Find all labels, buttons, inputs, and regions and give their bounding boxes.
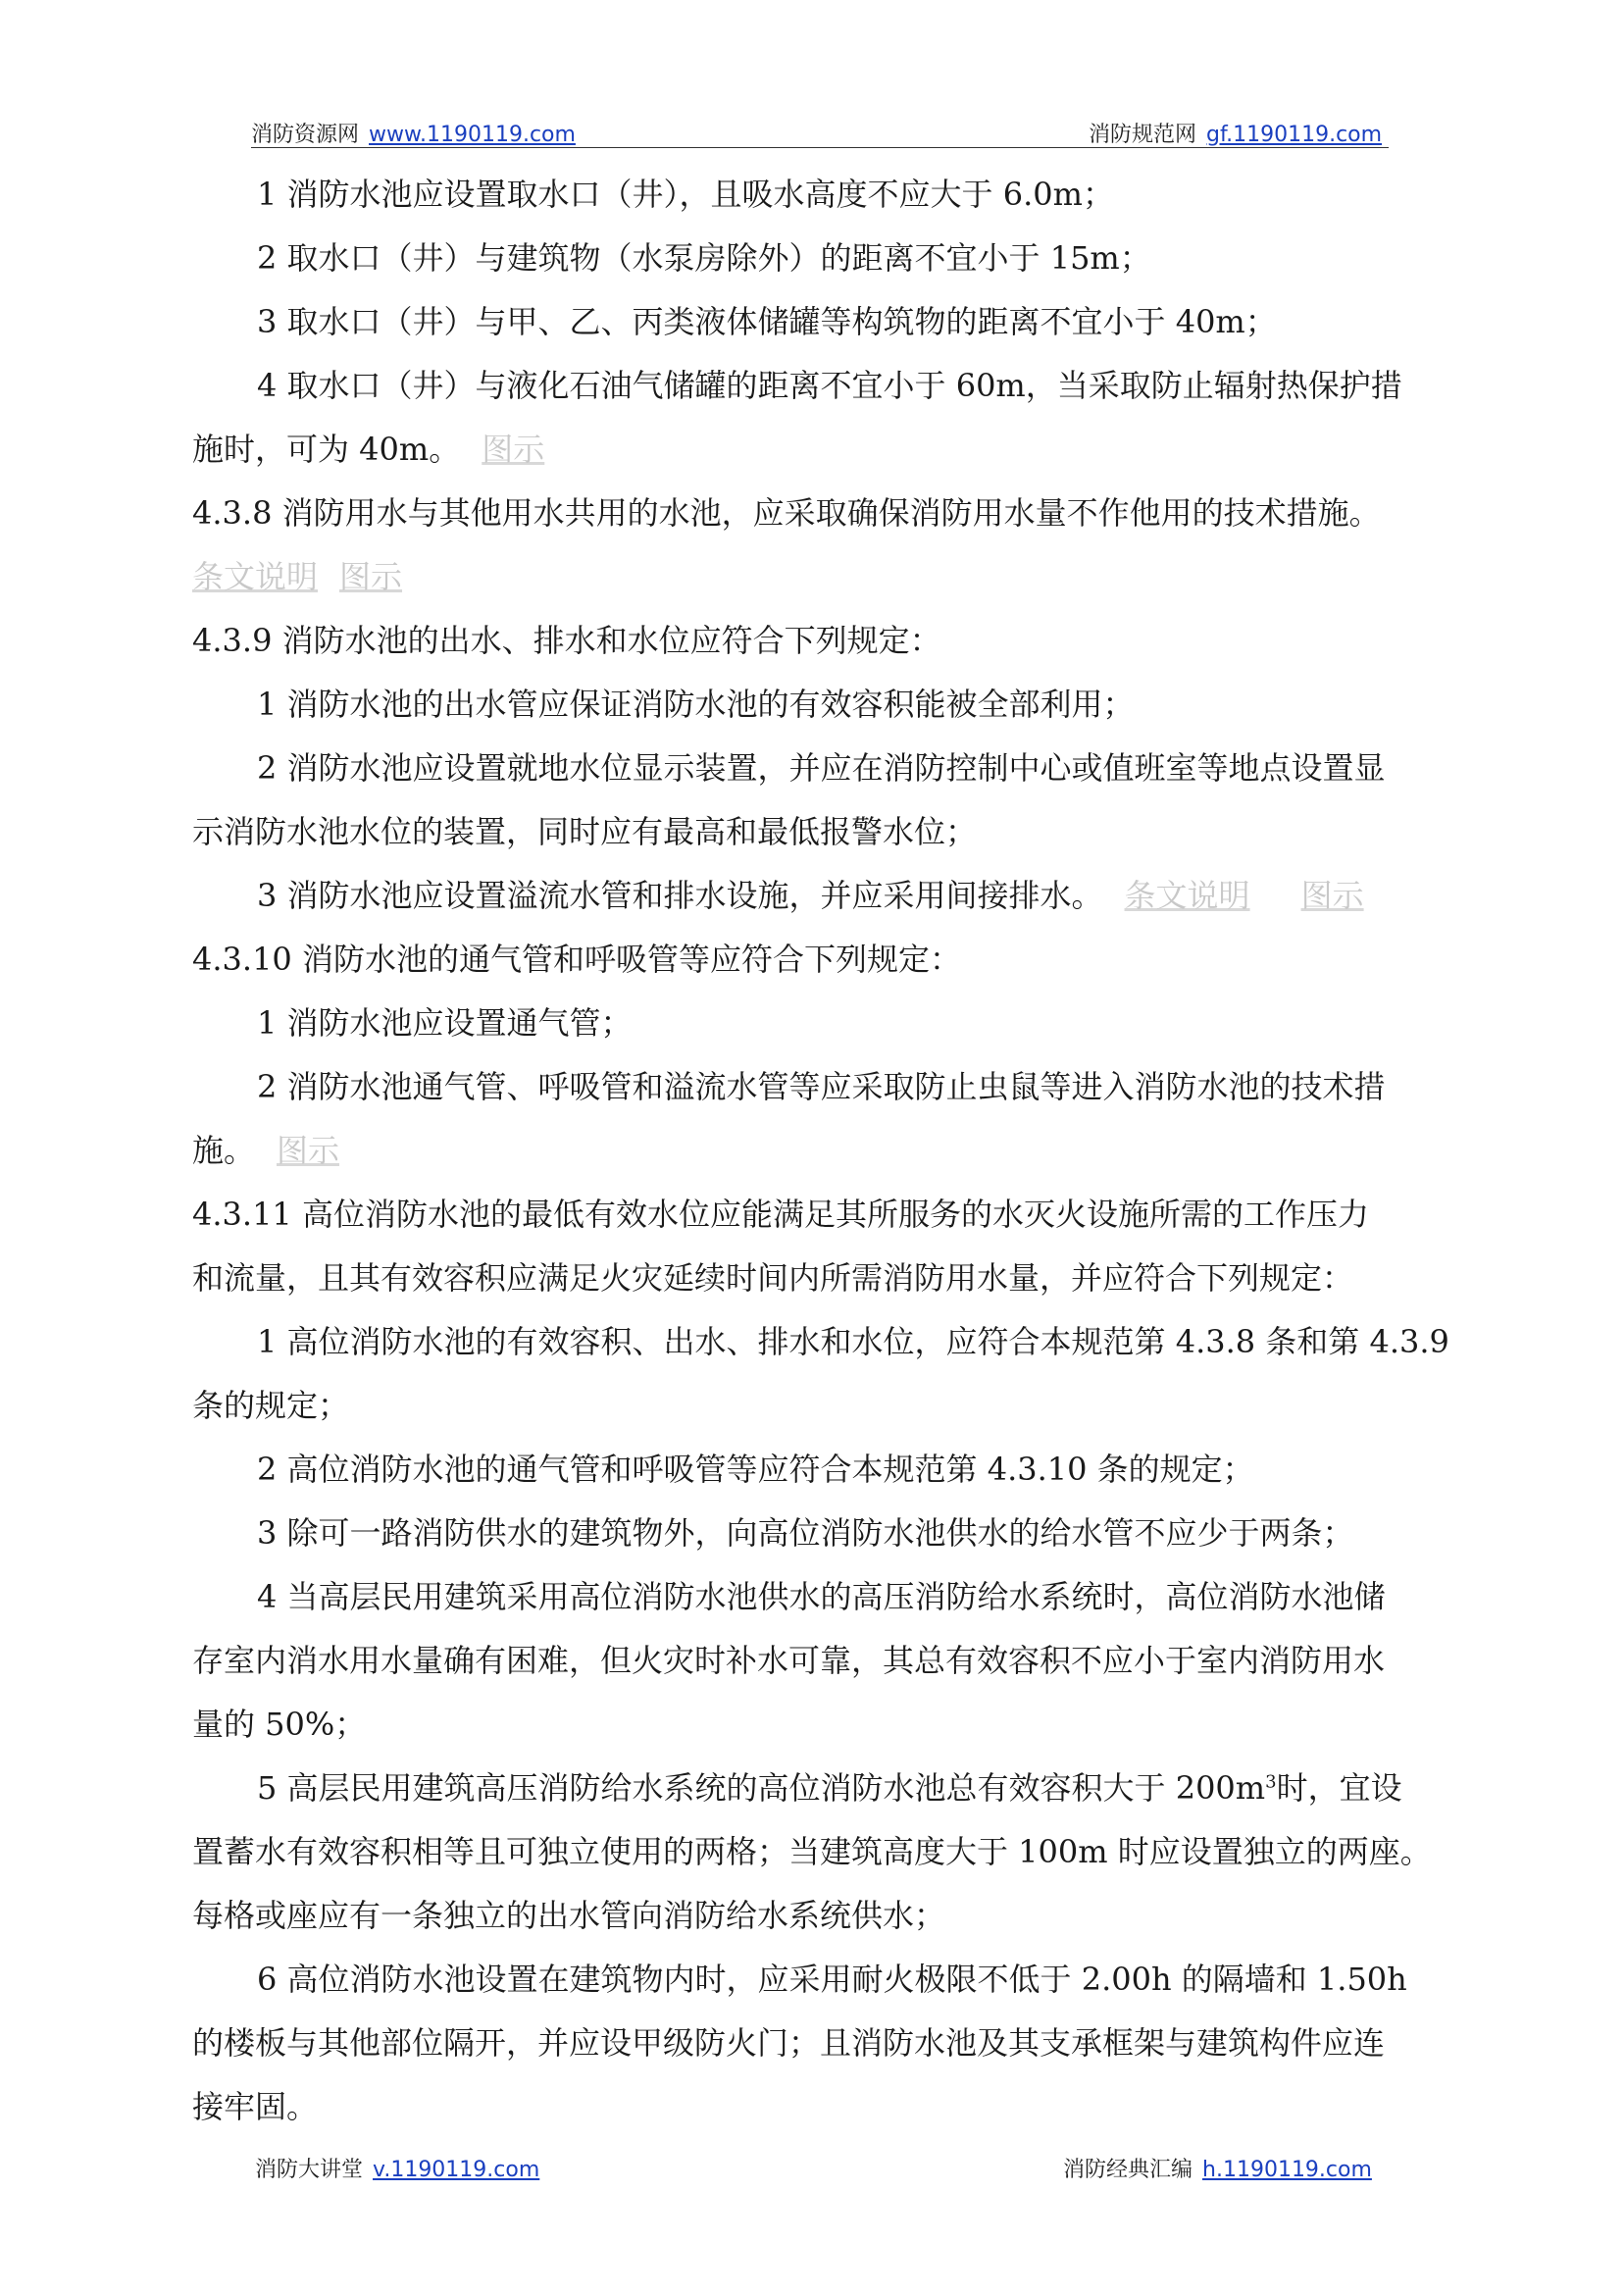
- clause-heading: 4.3.10 消防水池的通气管和呼吸管等应符合下列规定：: [192, 941, 961, 978]
- footer-right-link[interactable]: h.1190119.com: [1202, 2158, 1372, 2182]
- page-header: [0, 116, 1624, 155]
- superscript: 3: [1265, 1771, 1277, 1793]
- paragraph-line: 3 除可一路消防供水的建筑物外，向高位消防水池供水的给水管不应少于两条；: [257, 1514, 1354, 1552]
- paragraph-line: 置蓄水有效容积相等且可独立使用的两格；当建筑高度大于 100m 时应设置独立的两座。: [192, 1833, 1432, 1870]
- explanation-link[interactable]: 条文说明: [192, 558, 319, 595]
- header-right-site: 消防规范网: [1089, 123, 1197, 147]
- paragraph-line: [257, 876, 1364, 915]
- paragraph-line: [192, 430, 544, 469]
- explanation-link[interactable]: 条文说明: [1124, 877, 1250, 914]
- header-rule: [251, 147, 1389, 148]
- paragraph-line: 条的规定；: [192, 1387, 350, 1424]
- footer-right: [1063, 2153, 1372, 2183]
- footer-left-site: 消防大讲堂: [255, 2158, 364, 2182]
- paragraph-line: 3 取水口（井）与甲、乙、丙类液体储罐等构筑物的距离不宜小于 40m；: [257, 303, 1277, 340]
- paragraph-line: 4 当高层民用建筑采用高位消防水池供水的高压消防给水系统时，高位消防水池储: [257, 1578, 1386, 1615]
- line-text: 施时，可为 40m。: [192, 431, 461, 468]
- figure-link[interactable]: 图示: [482, 431, 545, 468]
- line-text: 时，宜设: [1276, 1769, 1402, 1807]
- footer-right-site: 消防经典汇编: [1063, 2158, 1193, 2182]
- header-right-link[interactable]: gf.1190119.com: [1206, 123, 1383, 147]
- paragraph-line: [257, 1768, 1402, 1808]
- paragraph-line: 4 取水口（井）与液化石油气储罐的距离不宜小于 60m，当采取防止辐射热保护措: [257, 367, 1402, 404]
- footer-left: [255, 2153, 539, 2183]
- paragraph-line: 的楼板与其他部位隔开，并应设甲级防火门；且消防水池及其支承框架与建筑构件应连: [192, 2024, 1386, 2062]
- figure-link[interactable]: 图示: [1300, 877, 1364, 914]
- figure-link[interactable]: 图示: [339, 558, 403, 595]
- header-left: [251, 118, 576, 148]
- paragraph-line: 6 高位消防水池设置在建筑物内时，应采用耐火极限不低于 2.00h 的隔墙和 1.50h: [257, 1961, 1407, 1998]
- paragraph-line: 1 消防水池的出水管应保证消防水池的有效容积能被全部利用；: [257, 686, 1135, 723]
- header-left-site: 消防资源网: [251, 123, 360, 147]
- clause-heading: 4.3.9 消防水池的出水、排水和水位应符合下列规定：: [192, 622, 941, 659]
- clause-heading: 4.3.11 高位消防水池的最低有效水位应能满足其所服务的水灭火设施所需的工作压力: [192, 1196, 1369, 1233]
- paragraph-line: 2 消防水池应设置就地水位显示装置，并应在消防控制中心或值班室等地点设置显: [257, 749, 1386, 787]
- paragraph-line: 2 消防水池通气管、呼吸管和溢流水管等应采取防止虫鼠等进入消防水池的技术措: [257, 1068, 1386, 1105]
- line-text: 3 消防水池应设置溢流水管和排水设施，并应采用间接排水。: [257, 877, 1103, 914]
- paragraph-line: 2 高位消防水池的通气管和呼吸管等应符合本规范第 4.3.10 条的规定；: [257, 1451, 1254, 1488]
- header-right: [1089, 118, 1382, 148]
- paragraph-line: 2 取水口（井）与建筑物（水泵房除外）的距离不宜小于 15m；: [257, 239, 1151, 277]
- footer-left-link[interactable]: v.1190119.com: [373, 2158, 540, 2182]
- paragraph-line: 和流量，且其有效容积应满足火灾延续时间内所需消防用水量，并应符合下列规定：: [192, 1259, 1354, 1297]
- figure-link[interactable]: 图示: [277, 1132, 340, 1169]
- line-text: 5 高层民用建筑高压消防给水系统的高位消防水池总有效容积大于 200m: [257, 1769, 1266, 1807]
- paragraph-line: 1 消防水池应设置通气管；: [257, 1004, 633, 1042]
- paragraph-line: 接牢固。: [192, 2088, 319, 2125]
- paragraph-line: 1 高位消防水池的有效容积、出水、排水和水位，应符合本规范第 4.3.8 条和第 4.3.9: [257, 1323, 1449, 1360]
- paragraph-line: [192, 1131, 339, 1170]
- paragraph-line: 示消防水池水位的装置，同时应有最高和最低报警水位；: [192, 813, 978, 850]
- header-left-link[interactable]: www.1190119.com: [369, 123, 576, 147]
- paragraph-line: 量的 50%；: [192, 1706, 367, 1743]
- page-footer: [0, 2151, 1624, 2190]
- paragraph-line: 每格或座应有一条独立的出水管向消防给水系统供水；: [192, 1897, 946, 1934]
- clause-heading: 4.3.8 消防用水与其他用水共用的水池，应采取确保消防用水量不作他用的技术措施。: [192, 494, 1381, 532]
- line-text: 施。: [192, 1132, 256, 1169]
- paragraph-line: 存室内消水用水量确有困难，但火灾时补水可靠，其总有效容积不应小于室内消防用水: [192, 1642, 1386, 1679]
- paragraph-line: 1 消防水池应设置取水口（井），且吸水高度不应大于 6.0m；: [257, 176, 1114, 213]
- paragraph-line: [192, 557, 402, 596]
